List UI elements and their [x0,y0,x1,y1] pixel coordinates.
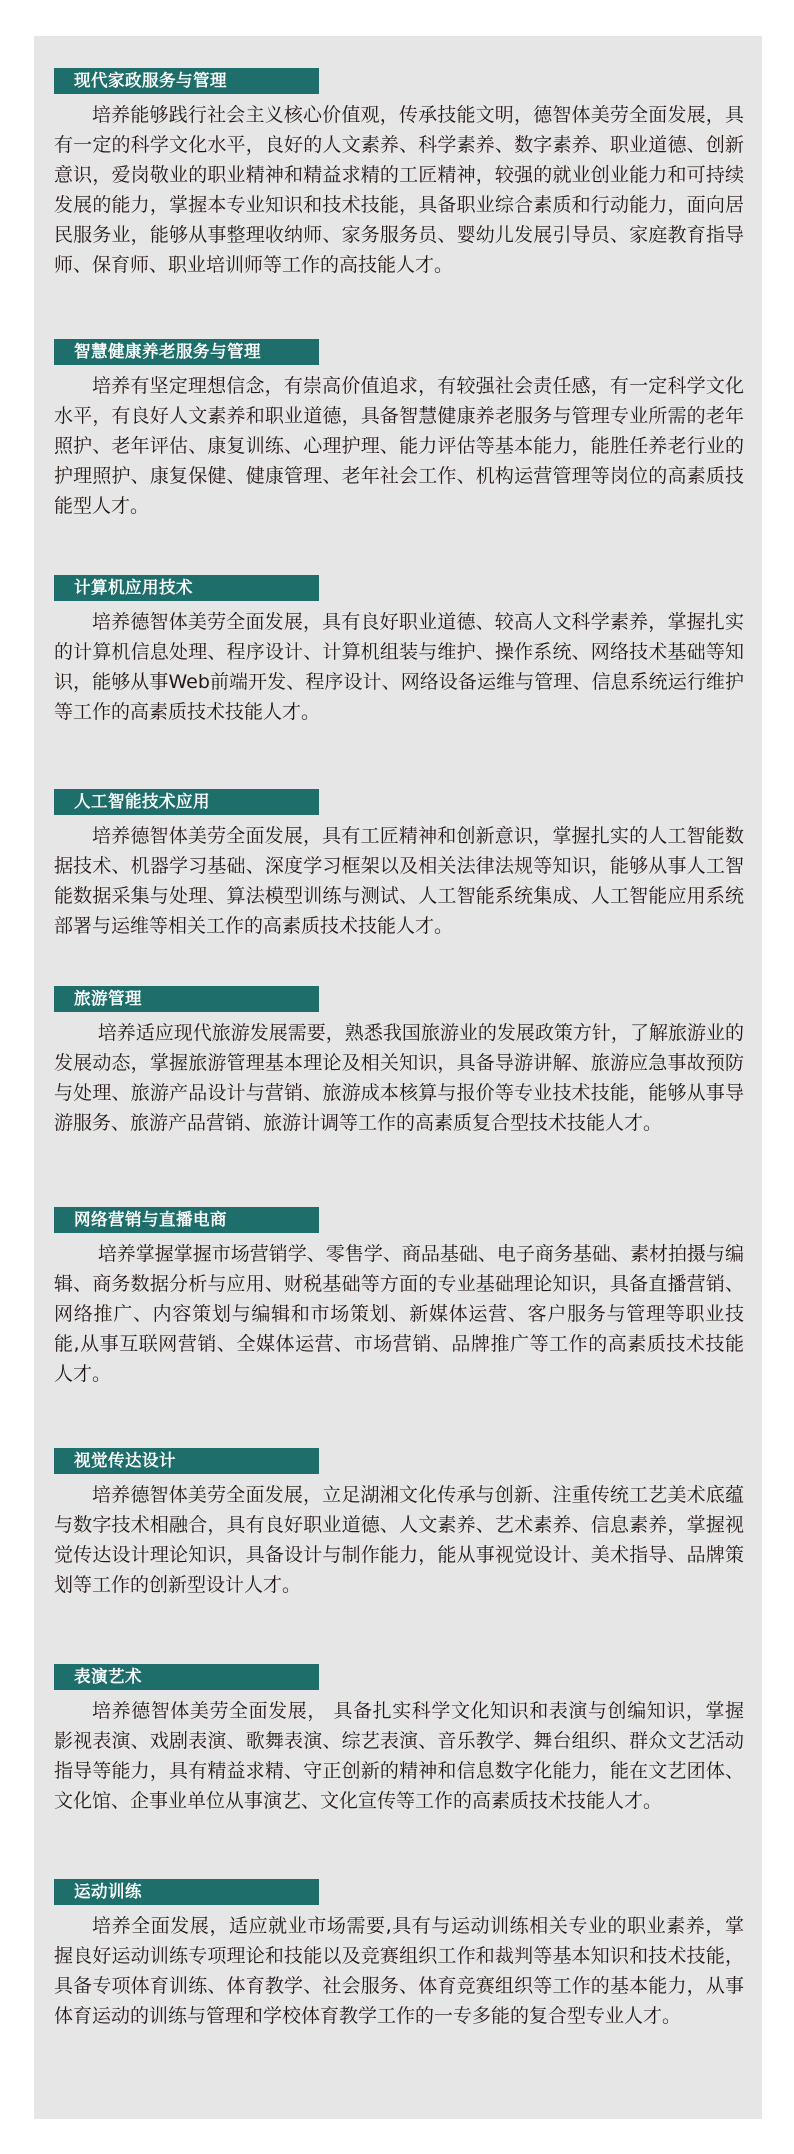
section-performing-arts [54,1664,744,1816]
section-sports-training [54,1879,744,2031]
content-panel [34,36,762,2119]
section-description: 培养全面发展，适应就业市场需要,具有与运动训练相关专业的职业素养，掌握良好运动训练专项理论和技能以及竞赛组织工作和裁判等基本知识和技术技能，具备专项体育训练、体育教学、社会服务、体育竞赛组织等工作的基本能力，从事体育运动的训练与管理和学校体育教学工作的一专多能的复合型专业人才。 [54,1915,744,2027]
section-tourism-management [54,986,744,1138]
section-live-ecommerce [54,1207,744,1389]
section-description: 培养德智体美劳全面发展，立足湖湘文化传承与创新、注重传统工艺美术底蕴与数字技术相融合，具有良好职业道德、人文素养、艺术素养、信息素养，掌握视觉传达设计理论知识，具备设计与制作能力，能从事视觉设计、美术指导、品牌策划等工作的创新型设计人才。 [54,1484,744,1596]
section-description: 培养有坚定理想信念，有崇高价值追求，有较强社会责任感，有一定科学文化水平，有良好人文素养和职业道德，具备智慧健康养老服务与管理专业所需的老年照护、老年评估、康复训练、心理护理、能力评估等基本能力，能胜任养老行业的护理照护、康复保健、健康管理、老年社会工作、机构运营管理等岗位的高素质技能型人才。 [54,375,744,517]
section-title: 网络营销与直播电商 [54,1207,319,1233]
section-description: 培养能够践行社会主义核心价值观，传承技能文明，德智体美劳全面发展，具有一定的科学文化水平，良好的人文素养、科学素养、数字素养、职业道德、创新意识，爱岗敬业的职业精神和精益求精的工匠精神，较强的就业创业能力和可持续发展的能力，掌握本专业知识和技术技能，具备职业综合素质和行动能力，面向居民服务业，能够从事整理收纳师、家务服务员、婴幼儿发展引导员、家庭教育指导师、保育师、职业培训师等工作的高技能人才。 [54,104,744,276]
section-smart-elderly-care [54,339,744,521]
section-description: 培养德智体美劳全面发展，具有良好职业道德、较高人文科学素养，掌握扎实的计算机信息处理、程序设计、计算机组装与维护、操作系统、网络技术基础等知识，能够从事Web前端开发、程序设计、网络设备运维与管理、信息系统运行维护等工作的高素质技术技能人才。 [54,611,744,723]
section-title: 现代家政服务与管理 [54,68,319,94]
section-title: 运动训练 [54,1879,319,1905]
section-description: 培养掌握掌握市场营销学、零售学、商品基础、电子商务基础、素材拍摄与编辑、商务数据分析与应用、财税基础等方面的专业基础理论知识，具备直播营销、网络推广、内容策划与编辑和市场策划、新媒体运营、客户服务与管理等职业技能,从事互联网营销、全媒体运营、市场营销、品牌推广等工作的高素质技术技能人才。 [54,1243,744,1385]
section-title: 人工智能技术应用 [54,789,319,815]
section-title: 智慧健康养老服务与管理 [54,339,319,365]
section-ai-application [54,789,744,941]
section-description: 培养适应现代旅游发展需要，熟悉我国旅游业的发展政策方针，了解旅游业的发展动态，掌握旅游管理基本理论及相关知识，具备导游讲解、旅游应急事故预防与处理、旅游产品设计与营销、旅游成本核算与报价等专业技术技能，能够从事导游服务、旅游产品营销、旅游计调等工作的高素质复合型技术技能人才。 [54,1022,744,1134]
section-description: 培养德智体美劳全面发展，具有工匠精神和创新意识，掌握扎实的人工智能数据技术、机器学习基础、深度学习框架以及相关法律法规等知识，能够从事人工智能数据采集与处理、算法模型训练与测试、人工智能系统集成、人工智能应用系统部署与运维等相关工作的高素质技术技能人才。 [54,825,744,937]
section-description: 培养德智体美劳全面发展， 具备扎实科学文化知识和表演与创编知识，掌握影视表演、戏剧表演、歌舞表演、综艺表演、音乐教学、舞台组织、群众文艺活动指导等能力，具有精益求精、守正创新的精神和信息数字化能力，能在文艺团体、文化馆、企事业单位从事演艺、文化宣传等工作的高素质技术技能人才。 [54,1700,744,1812]
section-title: 旅游管理 [54,986,319,1012]
section-title: 计算机应用技术 [54,575,319,601]
section-home-economics [54,68,744,280]
section-title: 视觉传达设计 [54,1448,319,1474]
section-computer-application [54,575,744,727]
section-visual-design [54,1448,744,1600]
section-title: 表演艺术 [54,1664,319,1690]
